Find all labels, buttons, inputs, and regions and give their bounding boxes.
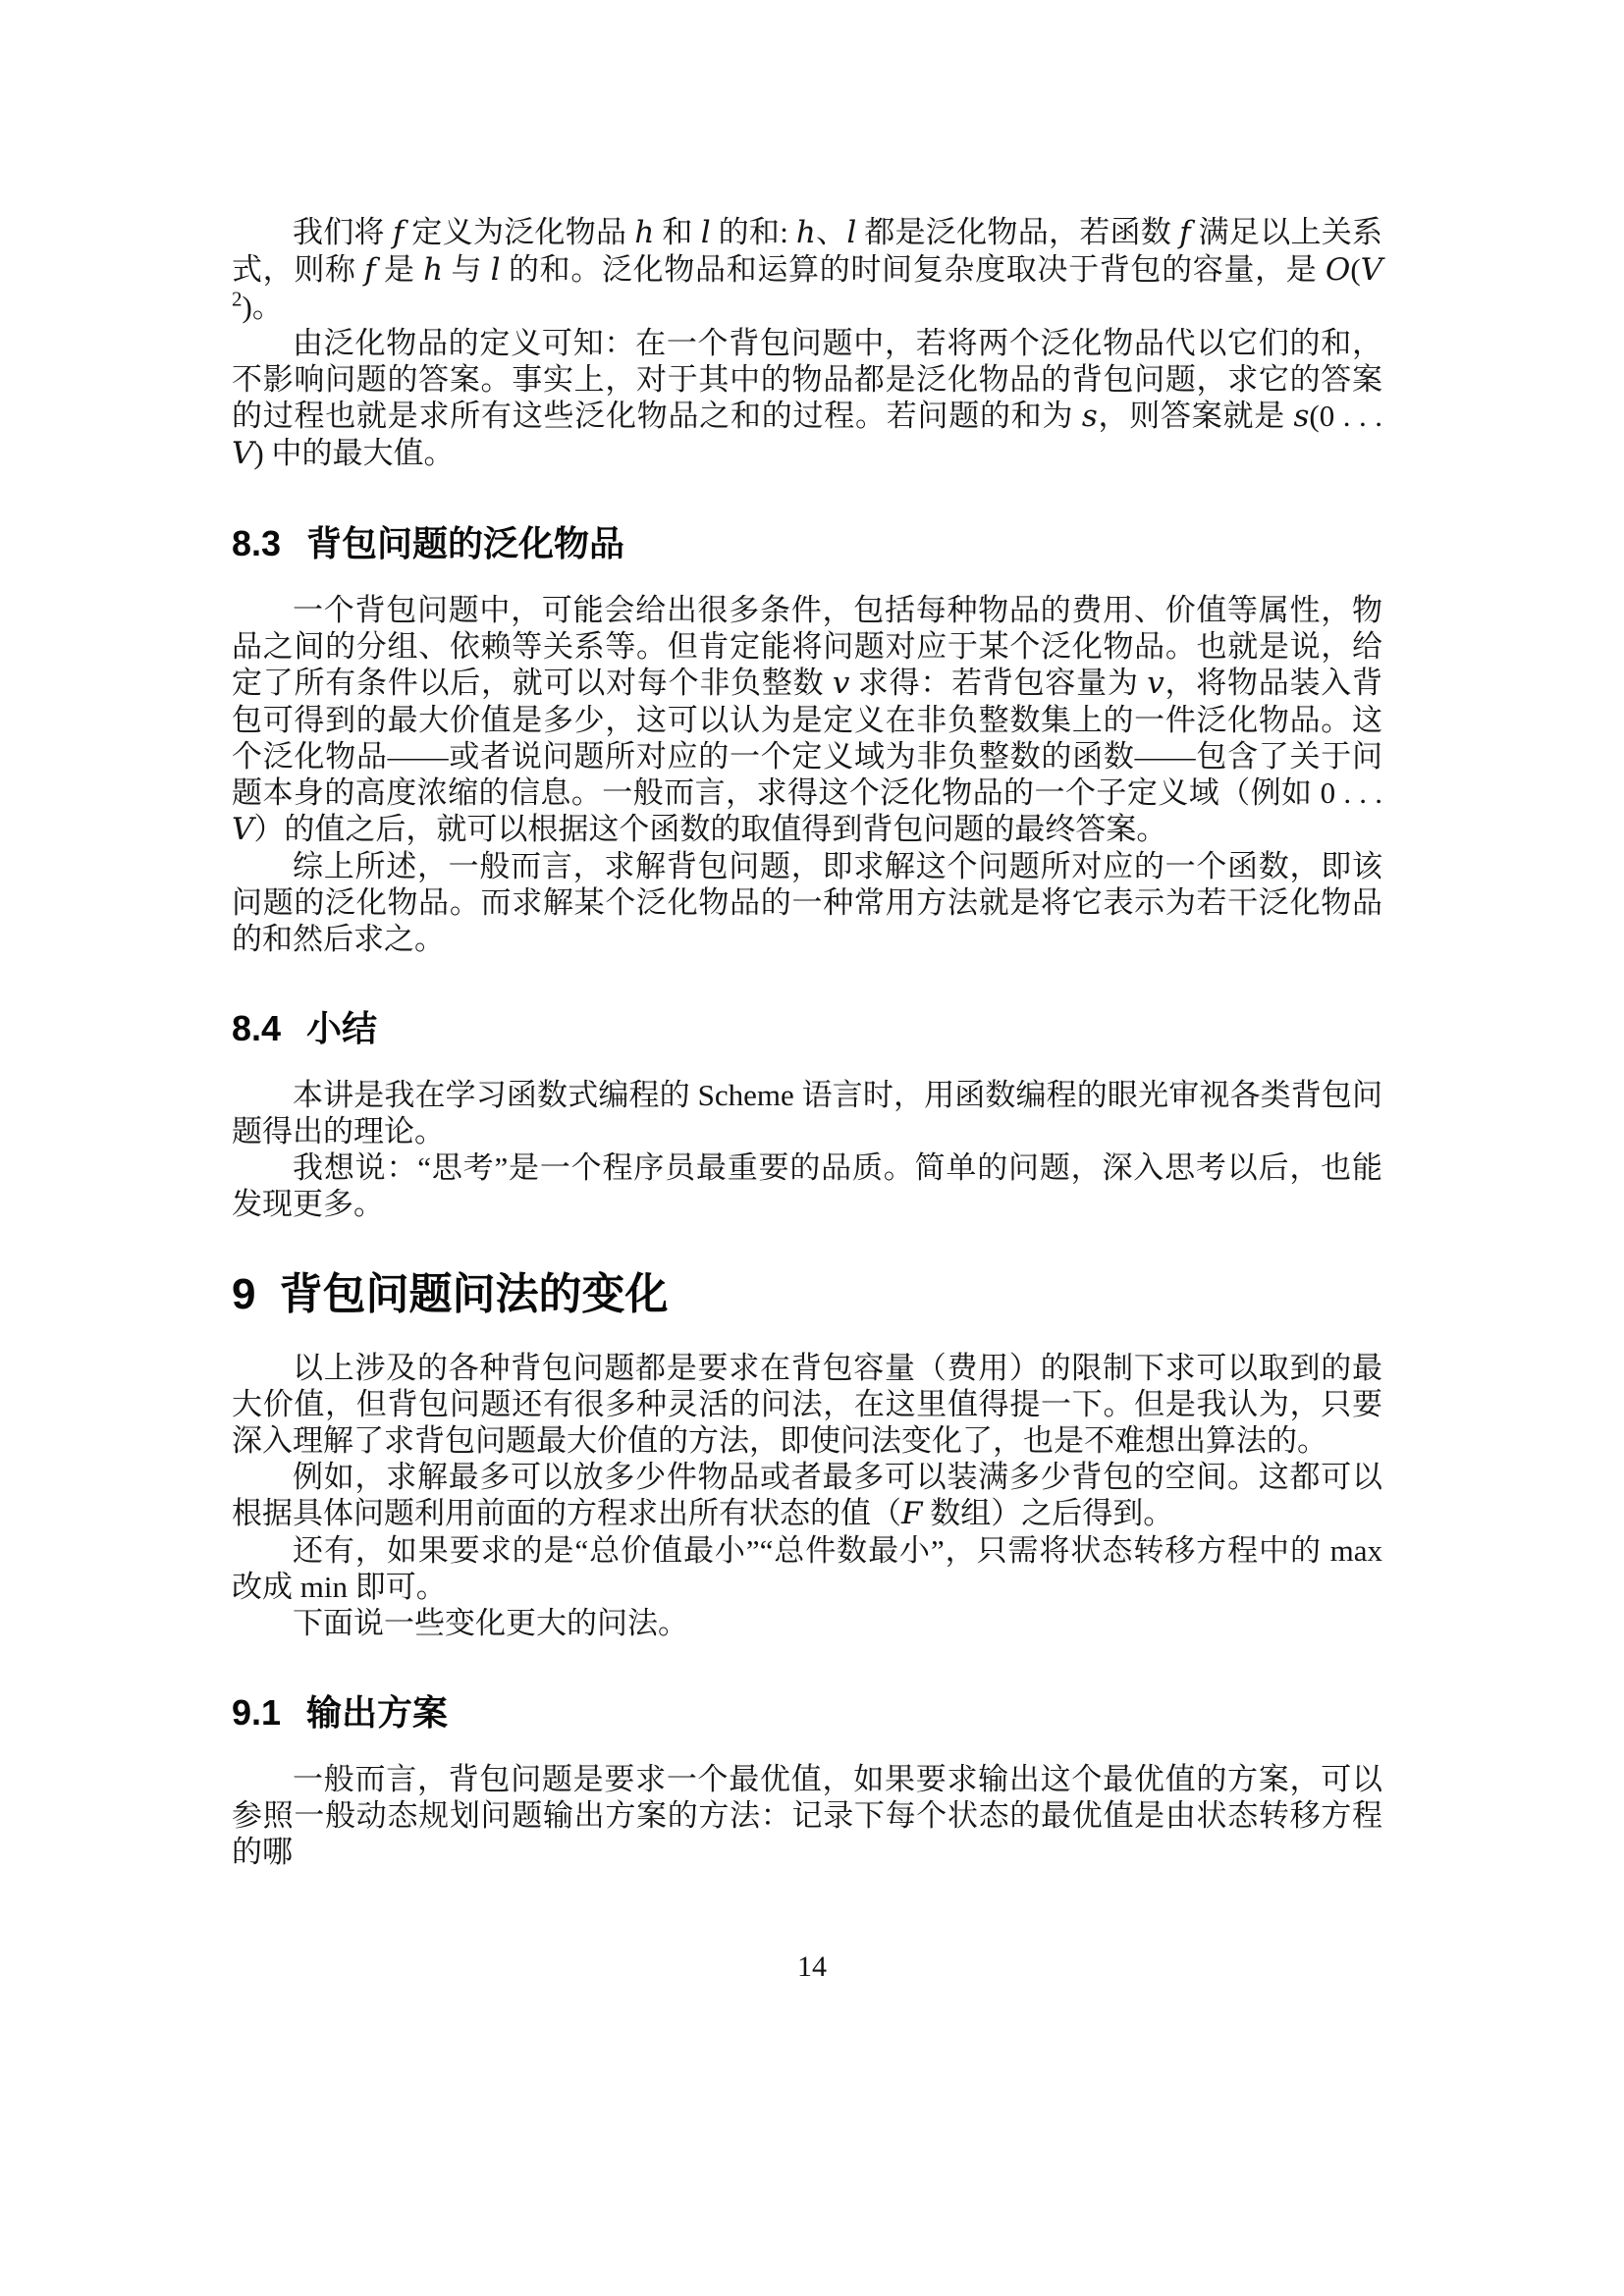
page-footer [0,1949,1624,1985]
math-symbol: v [832,666,850,701]
paragraph [232,1605,1382,1641]
text-run: 一般而言，背包问题是要求一个最优值，如果要求输出这个最优值的方案，可以参照一般动态规划问题输出方案的方法：记录下每个状态的最优值是由状态转移方程的哪 [232,1762,1382,1869]
section-title: 背包问题的泛化物品 [306,523,625,563]
text-run: 我们将 [293,215,393,249]
text-run: 以上涉及的各种背包问题都是要求在背包容量（费用）的限制下求可以取到的最大价值，但背包问题还有很多种灵活的问法，在这里值得提一下。但是我认为，只要深入理解了求背包问题最大价值的方法，即使问法变化了，也是不难想出算法的。 [232,1351,1382,1458]
text-run: 一个背包问题中，可能会给出很多条件，包括每种物品的费用、价值等属性，物品之间的分组、依赖等关系等。但肯定能将问题对应于某个泛化物品。也就是说，给定了所有条件以后，就可以对每个非负整数 [232,593,1382,700]
text-run: 定义为泛化物品 [404,215,635,249]
section-number: 8.4 [232,1008,282,1048]
text-run: 例如，求解最多可以放多少件物品或者最多可以装满多少背包的空间。这都可以根据具体问题利用前面的方程求出所有状态的值（ [232,1460,1382,1530]
paragraph [232,325,1382,472]
math-symbol: l [490,252,501,288]
math-symbol: h [634,215,655,250]
math-symbol: V [232,812,254,847]
section-number: 8.3 [232,523,282,563]
math-symbol: s [1293,399,1310,434]
text-run: 都是泛化物品，若函数 [856,215,1180,249]
text-run: 数组）之后得到。 [922,1496,1174,1530]
text-run: 求得：若背包容量为 [849,666,1148,700]
paragraph [232,1532,1382,1605]
section-title: 输出方案 [306,1692,449,1733]
text-run: ) 中的最大值。 [253,436,455,470]
text-run: ，则答案就是 [1097,399,1294,433]
paragraph [232,1459,1382,1532]
paragraph [232,1761,1382,1870]
paragraph [232,592,1382,848]
text-run: 和 [654,215,701,249]
math-symbol: F [901,1496,923,1531]
section-title: 背包问题问法的变化 [279,1270,669,1318]
text-run: 还有，如果要求的是“总价值最小”“总件数最小”，只需将状态转移方程中的 max 改成 min 即可。 [232,1533,1382,1604]
math-symbol: l [700,215,711,250]
text-run: 本讲是我在学习函数式编程的 Scheme 语言时，用函数编程的眼光审视各类背包问题得出的理论。 [232,1078,1382,1148]
text-run: ）的值之后，就可以根据这个函数的取值得到背包问题的最终答案。 [253,812,1167,846]
math-symbol: f [392,215,405,250]
superscript: 2 [232,287,243,311]
section-number: 9.1 [232,1692,282,1733]
math-symbol: h [795,215,816,250]
page-number: 14 [797,1950,827,1983]
document-content [232,214,1382,1870]
paragraph [232,1350,1382,1459]
paragraph [232,1149,1382,1222]
math-symbol: s [1081,399,1098,434]
text-run: )。 [242,290,283,324]
math-symbol: v [1147,666,1164,701]
paragraph [232,214,1382,325]
math-symbol: O [1325,252,1351,288]
text-run: 的和。泛化物品和运算的时间复杂度取决于背包的容量，是 [500,252,1326,287]
math-symbol: V [232,436,254,471]
section-heading-8-4 [232,1006,1382,1051]
math-symbol: V [1360,252,1383,288]
paragraph [232,848,1382,957]
math-symbol: h [423,252,444,288]
text-run: 满足以上关系式，则称 [232,215,1383,287]
math-symbol: l [846,215,857,250]
text-run: 由泛化物品的定义可知：在一个背包问题中，若将两个泛化物品代以它们的和，不影响问题的答案。事实上，对于其中的物品都是泛化物品的背包问题，求它的答案的过程也就是求所有这些泛化物品之和的过程。若问题的和为 [232,326,1382,433]
section-heading-9-1 [232,1690,1382,1735]
section-title: 小结 [306,1008,378,1048]
text-run: 的和: [710,215,796,249]
section-number: 9 [232,1270,256,1318]
text-run: 我想说：“思考”是一个程序员最重要的品质。简单的问题，深入思考以后，也能发现更多。 [232,1150,1382,1221]
text-run: ，将物品装入背包可得到的最大价值是多少，这可以认为是定义在非负整数集上的一件泛化物品。这个泛化物品——或者说问题所对应的一个定义域为非负整数的函数——包含了关于问题本身的高度浓缩的信息。一般而言，求得这个泛化物品的一个子定义域（例如 0 . . . [232,666,1383,810]
math-symbol: f [364,252,376,288]
text-run: ( [1350,252,1361,287]
section-heading-8-3 [232,521,1382,566]
text-run: (0 . . . [1309,399,1383,433]
text-run: 综上所述，一般而言，求解背包问题，即求解这个问题所对应的一个函数，即该问题的泛化物品。而求解某个泛化物品的一种常用方法就是将它表示为若干泛化物品的和然后求之。 [232,849,1382,956]
text-run: 是 [375,252,424,287]
paragraph [232,1077,1382,1149]
section-heading-9 [232,1267,1382,1322]
math-symbol: f [1179,215,1191,250]
text-run: 下面说一些变化更大的问法。 [293,1606,688,1640]
text-run: 、 [815,215,847,249]
text-run: 与 [443,252,491,287]
